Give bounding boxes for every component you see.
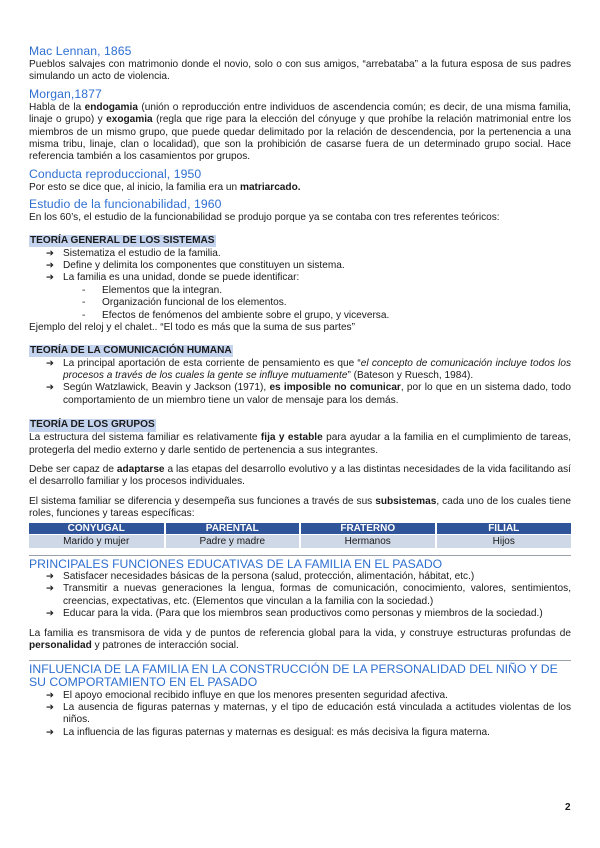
paragraph-grupos-2: Debe ser capaz de adaptarse a las etapas del desarrollo evolutivo y a las distintas necesidades de la vida facilitando así el desarrollo familiar y los procesos individuales. [29, 463, 571, 488]
heading-influencia: INFLUENCIA DE LA FAMILIA EN LA CONSTRUCCIÓN DE LA PERSONALIDAD DEL NIÑO Y DE SU COMPORTAMIENTO EN EL PASADO [29, 661, 558, 689]
paragraph-grupos-3: El sistema familiar se diferencia y desempeña sus funciones a través de sus subsistemas, cada uno de los cuales tiene roles, funciones y tareas específicas: [29, 495, 571, 520]
title-teoria-comunicacion: TEORÍA DE LA COMUNICACIÓN HUMANA [30, 344, 232, 356]
paragraph-conducta: Por esto se dice que, al inicio, la familia era un matriarcado. [29, 181, 301, 193]
paragraph-funcionabilidad: En los 60’s, el estudio de la funcionabilidad se produjo porque ya se contaba con tres referentes teóricos: [29, 212, 500, 224]
heading-maclennan: Mac Lennan, 1865 [29, 44, 132, 58]
divider [29, 555, 571, 556]
list-item: ➔ Sistematiza el estudio de la familia. [46, 248, 571, 260]
document-page [29, 44, 571, 739]
list-item: ➔ La principal aportación de esta corriente de pensamiento es que “el concepto de comunicación incluye todos los procesos a través de los cuales la gente se influye mutuamente” (Bateson y Ruesch, 1984). [46, 358, 571, 383]
table-cell: Hijos [436, 534, 572, 548]
list-item: ➔ Define y delimita los componentes que constituyen un sistema. [46, 260, 571, 272]
table-cell: Padre y madre [165, 534, 301, 548]
list-item: ➔ Satisfacer necesidades básicas de la persona (salud, protección, alimentación, hábitat, etc.) [46, 571, 571, 583]
list-item: - Organización funcional de los elementos. [82, 297, 571, 309]
title-teoria-general: TEORÍA GENERAL DE LOS SISTEMAS [30, 234, 215, 246]
list-item: ➔ Educar para la vida. (Para que los miembros sean productivos como personas y miembros de la sociedad.) [46, 608, 571, 620]
heading-conducta: Conducta reproduccional, 1950 [29, 166, 202, 181]
divider [29, 660, 571, 661]
list-item: ➔ Transmitir a nuevas generaciones la lengua, formas de comunicación, conocimiento, valores, sentimientos, creencias, expectativas, etc. (Elementos que vinculan a la familia con la sociedad.) [46, 583, 571, 608]
table-header: PARENTAL [165, 523, 301, 535]
list-item: ➔ La ausencia de figuras paternas y maternas, y el tipo de educación está vinculada a actitudes violentas de los niños. [46, 702, 571, 727]
subsystems-table [29, 523, 571, 548]
table-cell: Marido y mujer [29, 534, 165, 548]
list-item: - Efectos de fenómenos del ambiente sobre el grupo, y viceversa. [82, 310, 571, 322]
sublist-teoria-general [29, 285, 571, 322]
table-header: FILIAL [436, 523, 572, 535]
table-header: FRATERNO [300, 523, 436, 535]
list-item: ➔ Según Watzlawick, Beavin y Jackson (1971), es imposible no comunicar, por lo que en un sistema dado, todo comportamiento de un miembro tiene un valor de mensaje para los demás. [46, 382, 571, 407]
example-reloj: Ejemplo del reloj y el chalet.. “El todo es más que la suma de sus partes” [29, 322, 355, 334]
table-header: CONYUGAL [29, 523, 165, 535]
heading-funciones: PRINCIPALES FUNCIONES EDUCATIVAS DE LA FAMILIA EN EL PASADO [29, 556, 443, 571]
paragraph-grupos-1: La estructura del sistema familiar es relativamente fija y estable para ayudar a la familia en el cumplimiento de tareas, protegerla del medio externo y darle sentido de pertenencia a sus integrantes. [29, 432, 572, 456]
heading-funcionabilidad: Estudio de la funcionabilidad, 1960 [29, 197, 222, 212]
table-header-row [29, 523, 571, 535]
list-teoria-comunicacion [29, 358, 571, 408]
heading-morgan: Morgan,1877 [29, 86, 102, 101]
list-item: ➔ La influencia de las figuras paternas y maternas es desigual: es más decisiva la figura materna. [46, 727, 571, 739]
list-item: ➔ El apoyo emocional recibido influye en que los menores presenten seguridad afectiva. [46, 690, 571, 702]
paragraph-morgan: Habla de la endogamia (unión o reproducción entre individuos de ascendencia común; es decir, de una misma familia, linaje o grupo) y exogamia (regla que rige para la elección del cónyuge y que prohíbe la relación matrimonial entre los miembros de un mismo grupo, que puede quedar delimitado por la relación de descendencia, por la pertenencia a una misma tribu, linaje, clan o localidad), que son la prohibición de casarse fuera de un determinado grupo social. Hace referencia también a los casamientos por grupos. [29, 101, 571, 163]
title-teoria-grupos: TEORÍA DE LOS GRUPOS [30, 419, 155, 431]
table-row [29, 534, 571, 548]
list-funciones [29, 571, 571, 621]
paragraph-funciones-closing: La familia es transmisora de vida y de puntos de referencia global para la vida, y construye estructuras profundas de personalidad y patrones de interacción social. [29, 627, 571, 652]
list-teoria-general [29, 248, 571, 285]
page-number: 2 [565, 802, 571, 813]
list-item: ➔ La familia es una unidad, donde se puede identificar: [46, 272, 571, 284]
paragraph-maclennan: Pueblos salvajes con matrimonio donde el novio, solo o con sus amigos, “arrebataba” a la futura esposa de sus padres simulando un acto de violencia. [29, 59, 571, 83]
list-influencia [29, 690, 571, 740]
table-cell: Hermanos [300, 534, 436, 548]
list-item: - Elementos que la integran. [82, 285, 571, 297]
